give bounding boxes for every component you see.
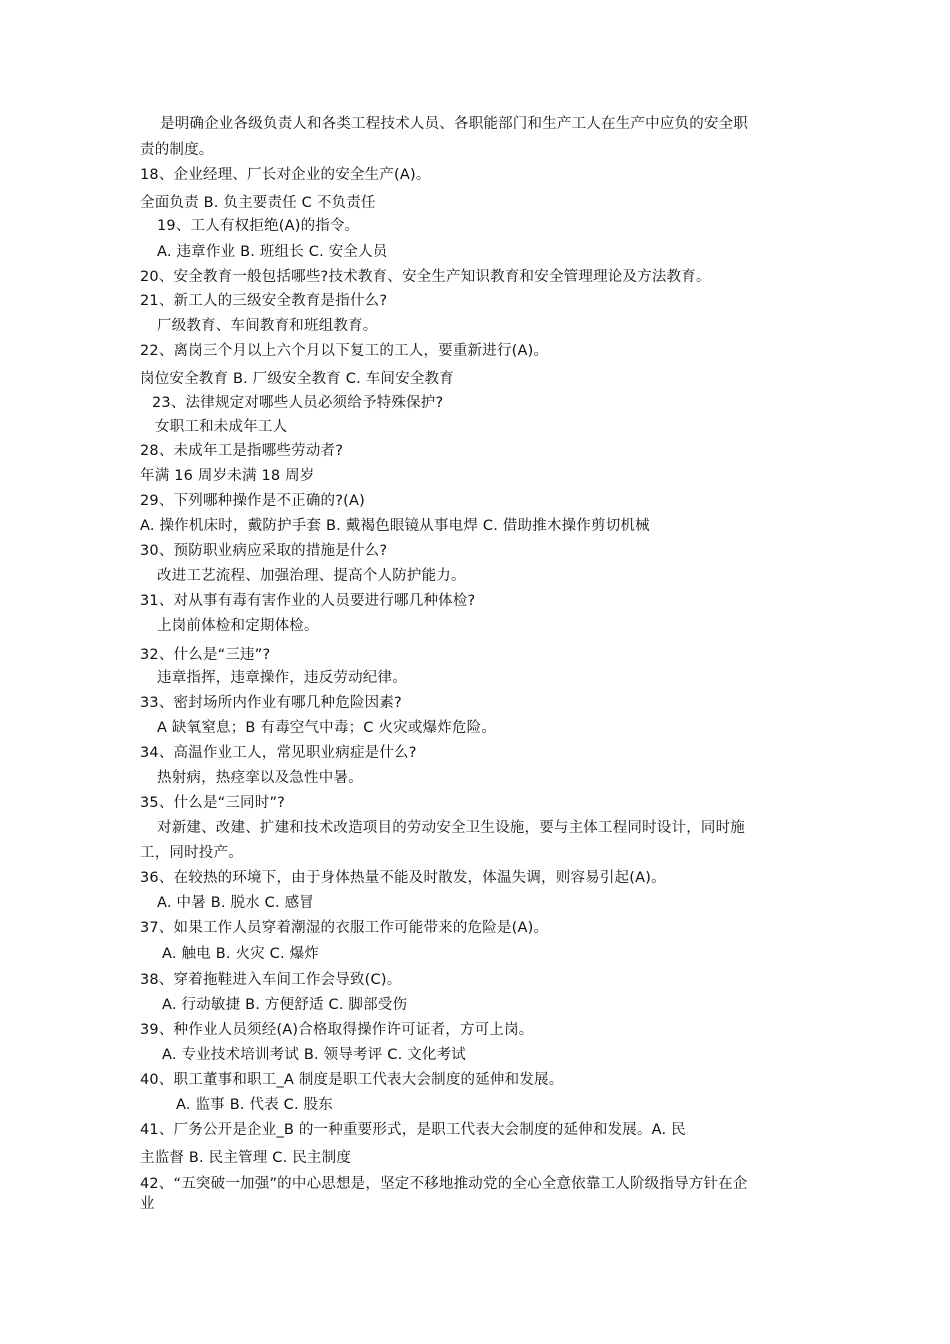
answer-40: A. 监事 B. 代表 C. 股东 [176,1097,334,1113]
answer-30: 改进工艺流程、加强治理、提高个人防护能力。 [157,568,466,584]
question-29: 29、下列哪种操作是不正确的?(A) [140,493,365,509]
answer-32: 违章指挥，违章操作，违反劳动纪律。 [157,670,407,686]
question-32: 32、什么是“三违”? [140,647,271,663]
answer-29: A. 操作机床时，戴防护手套 B. 戴褐色眼镜从事电焊 C. 借助推木操作剪切机械 [140,518,650,534]
question-36: 36、在较热的环境下，由于身体热量不能及时散发，体温失调，则容易引起(A)。 [140,870,666,886]
answer-21: 厂级教育、车间教育和班组教育。 [157,318,378,334]
answer-23: 女职工和未成年工人 [155,419,288,435]
text-line: 是明确企业各级负责人和各类工程技术人员、各职能部门和生产工人在生产中应负的安全职 [160,116,748,132]
question-42: 42、“五突破一加强”的中心思想是，坚定不移地推动党的全心全意依靠工人阶级指导方针在企 [140,1176,748,1192]
answer-28: 年满 16 周岁未满 18 周岁 [140,468,315,484]
question-33: 33、密封场所内作业有哪几种危险因素? [140,695,402,711]
question-37: 37、如果工作人员穿着潮湿的衣服工作可能带来的危险是(A)。 [140,920,549,936]
answer-36: A. 中暑 B. 脱水 C. 感冒 [157,895,315,911]
question-30: 30、预防职业病应采取的措施是什么? [140,543,388,559]
question-38: 38、穿着拖鞋进入车间工作会导致(C)。 [140,972,402,988]
answer-19: A. 违章作业 B. 班组长 C. 安全人员 [157,244,388,260]
text-line: 责的制度。 [140,142,214,158]
text-line: 业 [140,1196,155,1212]
question-19: 19、工人有权拒绝(A)的指令。 [157,218,360,234]
answer-31: 上岗前体检和定期体检。 [157,618,319,634]
question-20: 20、安全教育一般包括哪些?技术教育、安全生产知识教育和安全管理理论及方法教育。 [140,269,711,285]
answer-38: A. 行动敏捷 B. 方便舒适 C. 脚部受伤 [162,997,408,1013]
question-22: 22、离岗三个月以上六个月以下复工的工人，要重新进行(A)。 [140,343,549,359]
question-34: 34、高温作业工人，常见职业病症是什么? [140,745,417,761]
answer-35: 对新建、改建、扩建和技术改造项目的劳动安全卫生设施，要与主体工程同时设计，同时施 [157,820,745,836]
question-39: 39、种作业人员须经(A)合格取得操作许可证者，方可上岗。 [140,1022,534,1038]
answer-33: A 缺氧窒息；B 有毒空气中毒；C 火灾或爆炸危险。 [157,720,497,736]
question-40: 40、职工董事和职工_A 制度是职工代表大会制度的延伸和发展。 [140,1072,564,1088]
question-31: 31、对从事有毒有害作业的人员要进行哪几种体检? [140,593,476,609]
answer-18: 全面负责 B. 负主要责任 C 不负责任 [140,195,376,211]
text-line: 工，同时投产。 [140,845,243,861]
answer-22: 岗位安全教育 B. 厂级安全教育 C. 车间安全教育 [140,371,454,387]
question-35: 35、什么是“三同时”? [140,795,286,811]
question-41: 41、厂务公开是企业_B 的一种重要形式，是职工代表大会制度的延伸和发展。A. 民 [140,1122,686,1138]
answer-34: 热射病，热痉挛以及急性中暑。 [157,770,363,786]
question-23: 23、法律规定对哪些人员必须给予特殊保护? [152,395,444,411]
question-21: 21、新工人的三级安全教育是指什么? [140,293,388,309]
answer-39: A. 专业技术培训考试 B. 领导考评 C. 文化考试 [162,1047,467,1063]
answer-37: A. 触电 B. 火灾 C. 爆炸 [162,946,320,962]
answer-41: 主监督 B. 民主管理 C. 民主制度 [140,1150,352,1166]
question-28: 28、未成年工是指哪些劳动者? [140,443,344,459]
question-18: 18、企业经理、厂长对企业的安全生产(A)。 [140,167,431,183]
